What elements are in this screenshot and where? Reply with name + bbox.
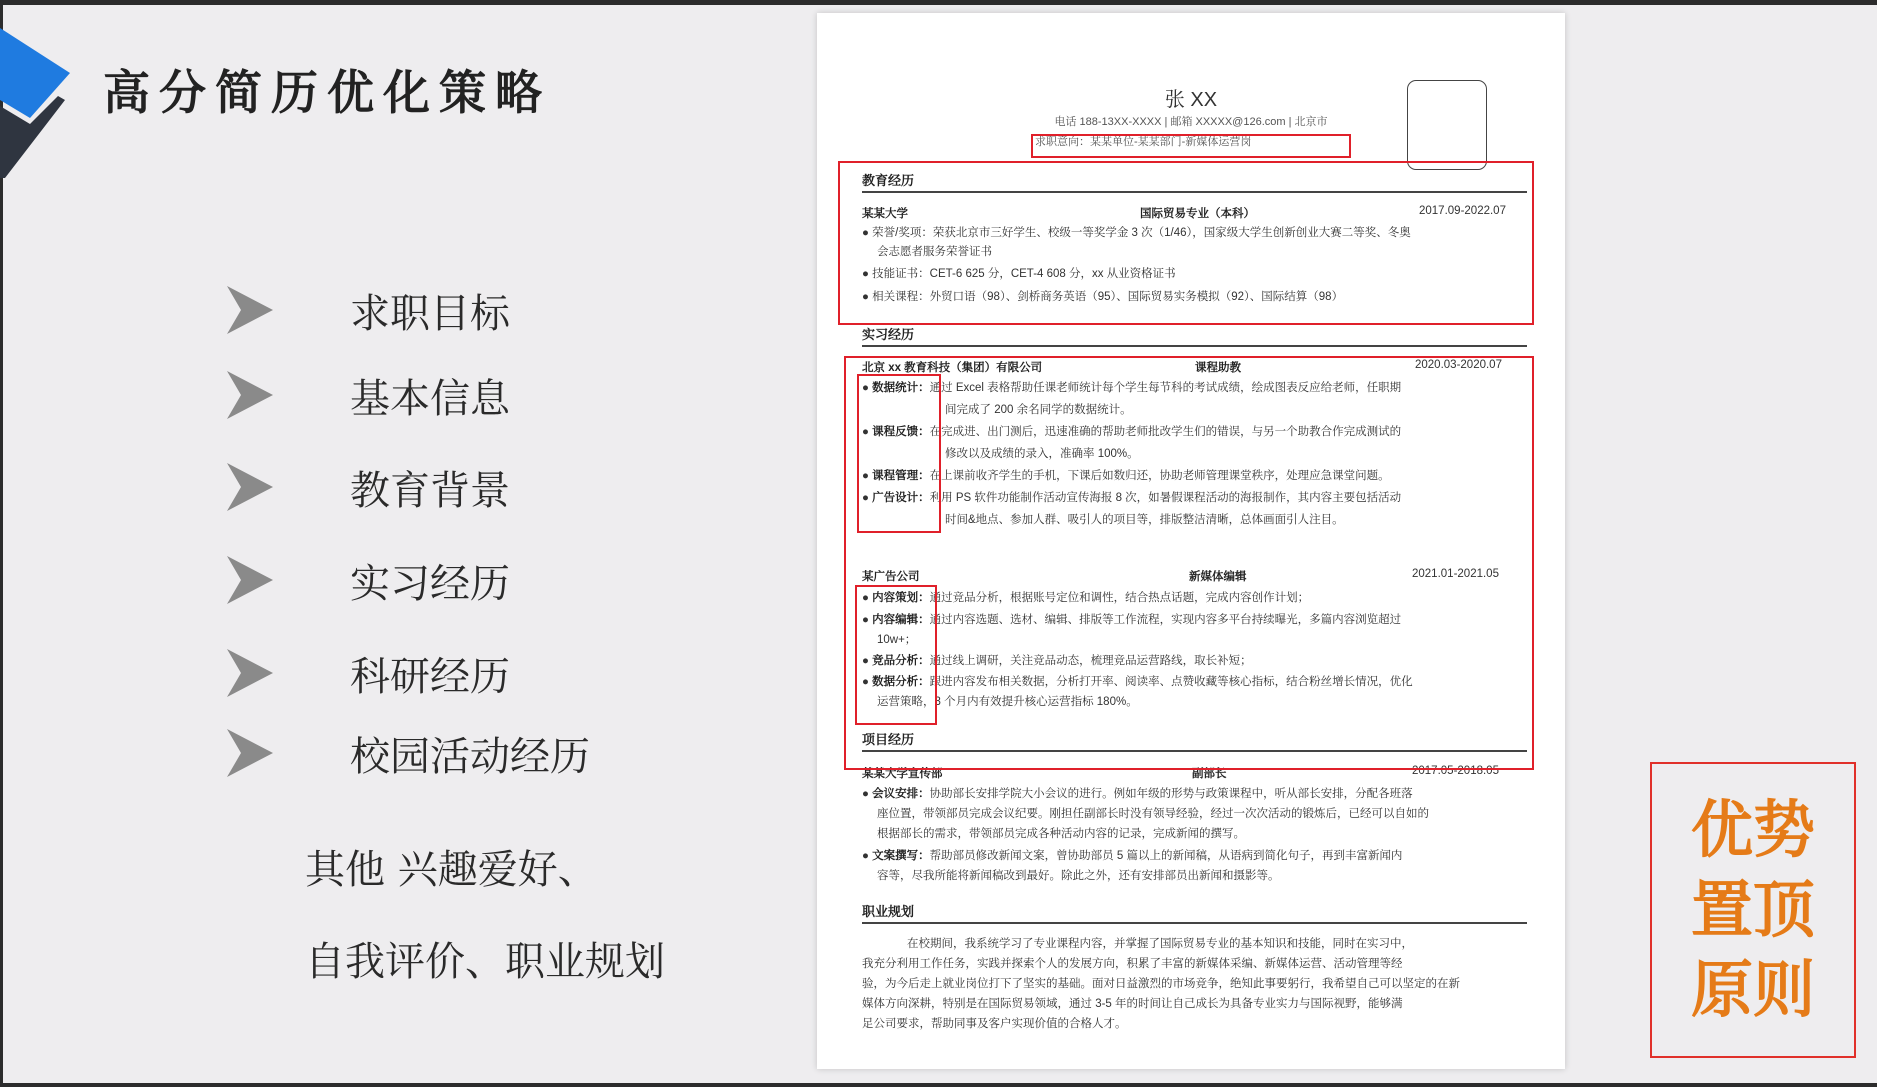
other-line-2: 自我评价、职业规划 xyxy=(305,939,665,985)
intern1-item: ● 课程反馈：在完成进、出门测后，迅速准确的帮助老师批改学生们的错误，与另一个助教合作完成测试的 xyxy=(862,426,1402,438)
item-text: 通过线上调研，关注竞品动态，梳理竞品运营路线，取长补短； xyxy=(929,655,1252,667)
item-text: 通过竞品分析，根据账号定位和调性，结合热点话题，完成内容创作计划； xyxy=(929,592,1310,604)
menu-item-research xyxy=(225,643,510,703)
intern2-item: ● 竞品分析：通过线上调研，关注竞品动态，梳理竞品运营路线，取长补短； xyxy=(862,655,1252,667)
career-line: 媒体方向深耕，特别是在国际贸易领域，通过 3-5 年的时间让自己成长为具备专业实力与国际视野，能够满 xyxy=(862,998,1403,1010)
arrow-icon xyxy=(225,284,275,336)
menu-item-label: 实习经历 xyxy=(350,560,510,607)
menu-item-internship xyxy=(225,550,510,610)
menu-item-label: 基本信息 xyxy=(350,375,510,422)
item-label: 文案撰写： xyxy=(872,850,930,862)
project-title: 项目经历 xyxy=(862,732,915,747)
intern2-item: ● 数据分析：跟进内容发布相关数据，分析打开率、阅读率、点赞收藏等核心指标，结合粉丝增长情况，优化 xyxy=(862,676,1413,688)
callout-line: 优势 xyxy=(1690,793,1815,866)
intern2-role: 新媒体编辑 xyxy=(1189,571,1247,583)
career-title: 职业规划 xyxy=(862,904,915,919)
menu-item-education xyxy=(225,457,510,517)
project-item-cont: 座位置，带领部员完成会议纪要。刚担任副部长时没有领导经验，经过一次次活动的锻炼后，已经可以自如的 xyxy=(877,808,1429,820)
top-border xyxy=(0,0,1877,5)
project-item: ● 会议安排：协助部长安排学院大小会议的进行。例如年级的形势与政策课程中，听从部长安排，分配各班落 xyxy=(862,788,1413,800)
intern2-item-cont: 运营策略，3 个月内有效提升核心运营指标 180%。 xyxy=(877,696,1138,708)
item-label: 课程管理： xyxy=(872,470,930,482)
item-text: 利用 PS 软件功能制作活动宣传海报 8 次，如暑假课程活动的海报制作，其内容主要包括活动 xyxy=(929,492,1402,504)
career-line: 验，为今后走上就业岗位打下了坚实的基础。面对日益激烈的市场竞争，绝知此事要躬行，我希望自己可以坚定的在新 xyxy=(862,978,1460,990)
menu-item-label: 求职目标 xyxy=(350,290,510,337)
highlight-labels-box xyxy=(857,374,941,533)
edu-period: 2017.09-2022.07 xyxy=(1419,205,1506,217)
item-text: 通过 Excel 表格帮助任课老师统计每个学生每节科的考试成绩，绘成图表反应给老师，任职期 xyxy=(929,382,1402,394)
edu-school: 某某大学 xyxy=(862,208,908,220)
item-label: 课程反馈： xyxy=(872,426,930,438)
item-text: 通过内容选题、选材、编辑、排版等工作流程，实现内容多平台持续曝光，多篇内容浏览超过 xyxy=(929,614,1402,626)
internship-title: 实习经历 xyxy=(862,327,915,342)
arrow-icon xyxy=(225,369,275,421)
project-item-cont: 容等，尽我所能将新闻稿改到最好。除此之外，还有安排部员出新闻和摄影等。 xyxy=(877,870,1280,882)
bullet-text: 技能证书：CET-6 625 分，CET-4 608 分，xx 从业资格证书 xyxy=(872,268,1176,280)
highlight-education-box xyxy=(838,161,1534,325)
career-line: 我充分利用工作任务，实践并探索个人的发展方向，积累了丰富的新媒体采编、新媒体运营、活动管理等经 xyxy=(862,958,1403,970)
item-label: 竞品分析： xyxy=(872,655,930,667)
intern1-item-cont: 时间&地点、参加人群、吸引人的项目等，排版整洁清晰，总体画面引人注目。 xyxy=(945,514,1344,526)
section-divider xyxy=(862,922,1527,924)
intern1-period: 2020.03-2020.07 xyxy=(1415,359,1502,371)
item-text: 跟进内容发布相关数据，分析打开率、阅读率、点赞收藏等核心指标，结合粉丝增长情况，优化 xyxy=(929,676,1413,688)
resume-document xyxy=(817,13,1565,1069)
intern2-period: 2021.01-2021.05 xyxy=(1412,568,1499,580)
item-label: 数据分析： xyxy=(872,676,930,688)
edu-major: 国际贸易专业（本科） xyxy=(1140,208,1255,220)
item-label: 内容编辑： xyxy=(872,614,930,626)
project-period: 2017.05-2018.05 xyxy=(1412,765,1499,777)
intern1-company: 北京 xx 教育科技（集团）有限公司 xyxy=(862,362,1043,374)
project-item: ● 文案撰写：帮助部员修改新闻文案，曾协助部员 5 篇以上的新闻稿，从语病到简化句子，再到丰富新闻内 xyxy=(862,850,1403,862)
highlight-intent-box xyxy=(1031,134,1351,158)
project-role: 副部长 xyxy=(1192,768,1227,780)
callout-line: 置顶 xyxy=(1690,873,1815,946)
career-line: 在校期间，我系统学习了专业课程内容，并掌握了国际贸易专业的基本知识和技能，同时在实习中， xyxy=(907,938,1413,950)
intern1-item: ● 广告设计：利用 PS 软件功能制作活动宣传海报 8 次，如暑假课程活动的海报制作，其内容主要包括活动 xyxy=(862,492,1402,504)
highlight-labels-box xyxy=(855,585,937,725)
resume-name: 张 XX xyxy=(1164,89,1218,111)
resume-contact: 电话 188-13XX-XXXX | 邮箱 XXXXX@126.com | 北京市 xyxy=(1054,116,1328,128)
arrow-icon xyxy=(225,554,275,606)
menu-item-campus xyxy=(225,723,590,783)
intern1-item: ● 课程管理：在上课前收齐学生的手机，下课后如数归还，协助老师管理课堂秩序，处理应急课堂问题。 xyxy=(862,470,1390,482)
arrow-icon xyxy=(225,461,275,513)
project-item-cont: 根据部长的需求，带领部员完成各种活动内容的记录，完成新闻的撰写。 xyxy=(877,828,1245,840)
intern2-company: 某广告公司 xyxy=(862,571,920,583)
menu-item-basic-info xyxy=(225,365,510,425)
intern1-item-cont: 修改以及成绩的录入，准确率 100%。 xyxy=(945,448,1139,460)
edu-bullet: ● 相关课程：外贸口语（98）、剑桥商务英语（95）、国际贸易实务模拟（92）、国际结算（98） xyxy=(862,291,1344,303)
bottom-border xyxy=(0,1083,1877,1087)
project-org: 某某大学宣传部 xyxy=(862,768,943,780)
education-title: 教育经历 xyxy=(862,173,915,188)
item-label: 内容策划： xyxy=(872,592,930,604)
edu-bullet: ● 技能证书：CET-6 625 分，CET-4 608 分，xx 从业资格证书 xyxy=(862,268,1176,280)
resume-intent: 求职意向：某某单位-某某部门-新媒体运营岗 xyxy=(1035,136,1252,148)
item-text: 在完成进、出门测后，迅速准确的帮助老师批改学生们的错误，与另一个助教合作完成测试的 xyxy=(929,426,1402,438)
edu-bullet-cont: 会志愿者服务荣誉证书 xyxy=(877,246,992,258)
arrow-icon xyxy=(225,727,275,779)
menu-item-label: 校园活动经历 xyxy=(350,733,590,780)
section-divider xyxy=(862,345,1527,347)
intern1-item-cont: 间完成了 200 余名同学的数据统计。 xyxy=(945,404,1132,416)
item-label: 广告设计： xyxy=(872,492,930,504)
item-label: 会议安排： xyxy=(872,788,930,800)
menu-item-job-objective xyxy=(225,280,510,340)
item-text: 在上课前收齐学生的手机，下课后如数归还，协助老师管理课堂秩序，处理应急课堂问题。 xyxy=(929,470,1390,482)
item-text: 帮助部员修改新闻文案，曾协助部员 5 篇以上的新闻稿，从语病到简化句子，再到丰富新闻内 xyxy=(929,850,1403,862)
brand-chevron-icon xyxy=(0,28,70,178)
photo-placeholder xyxy=(1407,80,1487,170)
highlight-internship-box xyxy=(844,356,1534,770)
bullet-text: 荣誉/奖项：荣获北京市三好学生、校级一等奖学金 3 次（1/46），国家级大学生创新创业大赛二等奖、冬奥 xyxy=(872,227,1411,239)
other-line-1: 其他 兴趣爱好、 xyxy=(305,847,598,893)
menu-item-label: 教育背景 xyxy=(350,467,510,514)
intern1-item: ● 数据统计：通过 Excel 表格帮助任课老师统计每个学生每节科的考试成绩，绘成图表反应给老师，任职期 xyxy=(862,382,1402,394)
principle-callout xyxy=(1650,762,1856,1058)
intern1-role: 课程助教 xyxy=(1195,362,1241,374)
menu-item-label: 科研经历 xyxy=(350,653,510,700)
bullet-text: 相关课程：外贸口语（98）、剑桥商务英语（95）、国际贸易实务模拟（92）、国际结算（98） xyxy=(872,291,1344,303)
edu-bullet: ● 荣誉/奖项：荣获北京市三好学生、校级一等奖学金 3 次（1/46），国家级大学生创新创业大赛二等奖、冬奥 xyxy=(862,227,1411,239)
intern2-item: ● 内容策划：通过竞品分析，根据账号定位和调性，结合热点话题，完成内容创作计划； xyxy=(862,592,1310,604)
item-text: 协助部长安排学院大小会议的进行。例如年级的形势与政策课程中，听从部长安排，分配各班落 xyxy=(929,788,1413,800)
intern2-item-cont: 10w+； xyxy=(877,634,917,646)
item-label: 数据统计： xyxy=(872,382,930,394)
arrow-icon xyxy=(225,647,275,699)
callout-line: 原则 xyxy=(1690,953,1815,1026)
intern2-item: ● 内容编辑：通过内容选题、选材、编辑、排版等工作流程，实现内容多平台持续曝光，多篇内容浏览超过 xyxy=(862,614,1402,626)
page-title: 高分简历优化策略 xyxy=(103,66,551,121)
career-line: 足公司要求，帮助同事及客户实现价值的合格人才。 xyxy=(862,1018,1127,1030)
